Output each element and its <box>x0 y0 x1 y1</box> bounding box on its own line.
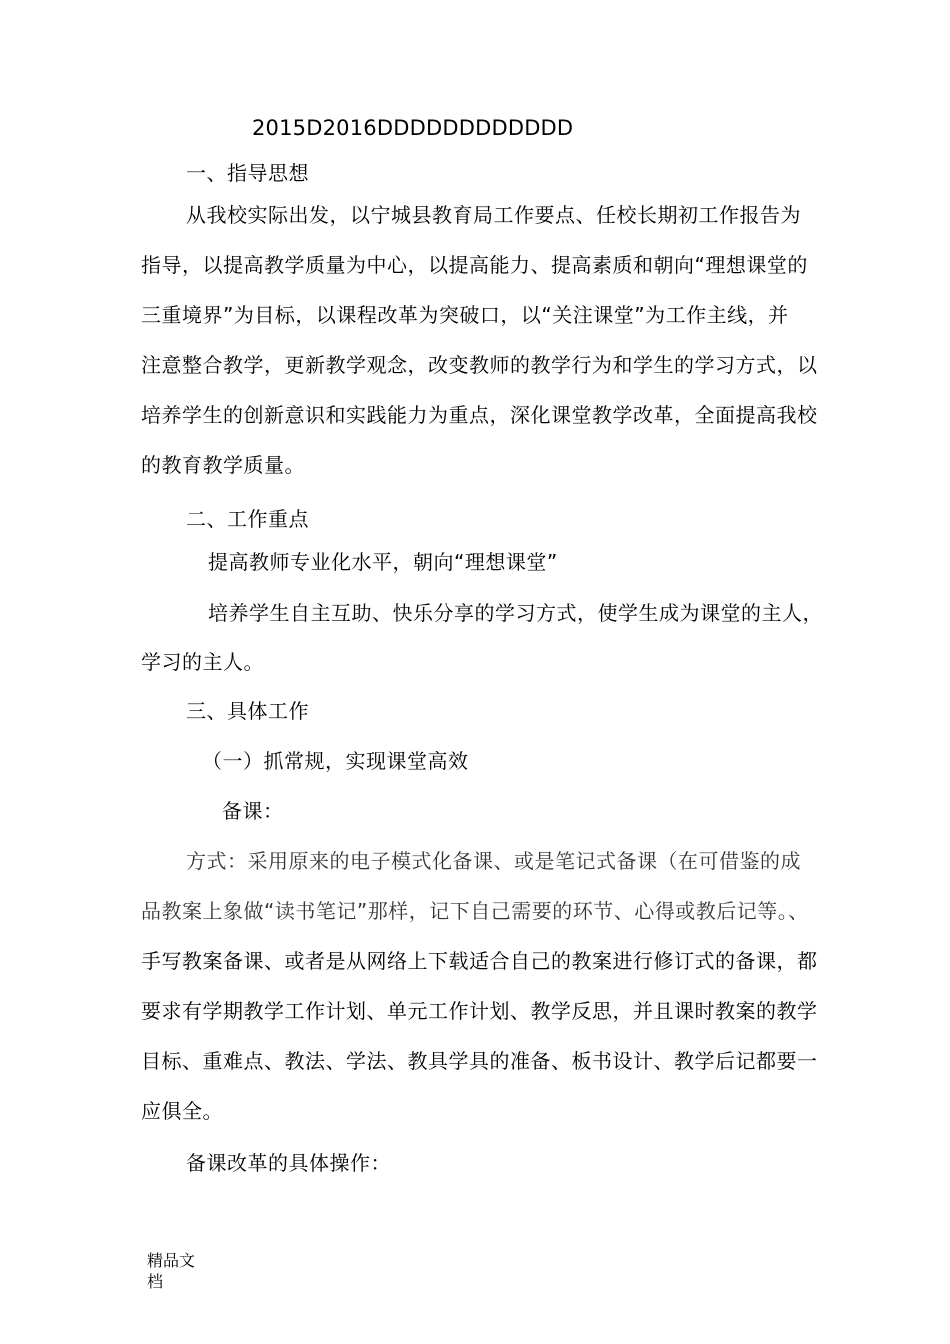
paragraph-line: 方式：采用原来的电子模式化备课、或是笔记式备课（在可借鉴的成 <box>186 849 801 873</box>
paragraph-line: 的教育教学质量。 <box>141 453 305 477</box>
paragraph-line: 学习的主人。 <box>141 650 264 674</box>
item-heading-lesson-prep: 备课： <box>222 799 284 823</box>
paragraph-line: 指导，以提高教学质量为中心，以提高能力、提高素质和朝向“理想课堂的 <box>141 253 808 277</box>
paragraph-line: 注意整合教学，更新教学观念，改变教师的教学行为和学生的学习方式，以 <box>141 353 818 377</box>
paragraph-line: 手写教案备课、或者是从网络上下载适合自己的教案进行修订式的备课，都 <box>141 949 818 973</box>
paragraph-line: 提高教师专业化水平，朝向“理想课堂” <box>208 550 558 574</box>
document-title: 2015D2016DDDDDDDDDDDD <box>252 116 574 140</box>
paragraph-line: 要求有学期教学工作计划、单元工作计划、教学反思，并且课时教案的教学 <box>141 999 818 1023</box>
section-heading-specific-work: 三、具体工作 <box>186 699 309 723</box>
section-heading-guiding-thought: 一、指导思想 <box>186 161 309 185</box>
item-heading-prep-reform: 备课改革的具体操作： <box>186 1151 391 1175</box>
section-heading-work-focus: 二、工作重点 <box>186 507 309 531</box>
paragraph-line: 目标、重难点、教法、学法、教具学具的准备、板书设计、教学后记都要一 <box>141 1049 818 1073</box>
paragraph-line: 应俱全。 <box>141 1099 223 1123</box>
paragraph-line: 从我校实际出发，以宁城县教育局工作要点、任校长期初工作报告为 <box>186 203 801 227</box>
paragraph-line: 培养学生的创新意识和实践能力为重点，深化课堂教学改革，全面提高我校 <box>141 403 818 427</box>
paragraph-line: 品教案上象做“读书笔记”那样，记下自己需要的环节、心得或教后记等。、 <box>141 899 809 923</box>
subsection-heading: （一）抓常规，实现课堂高效 <box>202 749 469 773</box>
footer-watermark: 精品文档 <box>147 1251 196 1291</box>
paragraph-line: 培养学生自主互助、快乐分享的学习方式，使学生成为课堂的主人， <box>208 601 823 625</box>
paragraph-line: 三重境界”为目标，以课程改革为突破口，以“关注课堂”为工作主线，并 <box>141 303 789 327</box>
